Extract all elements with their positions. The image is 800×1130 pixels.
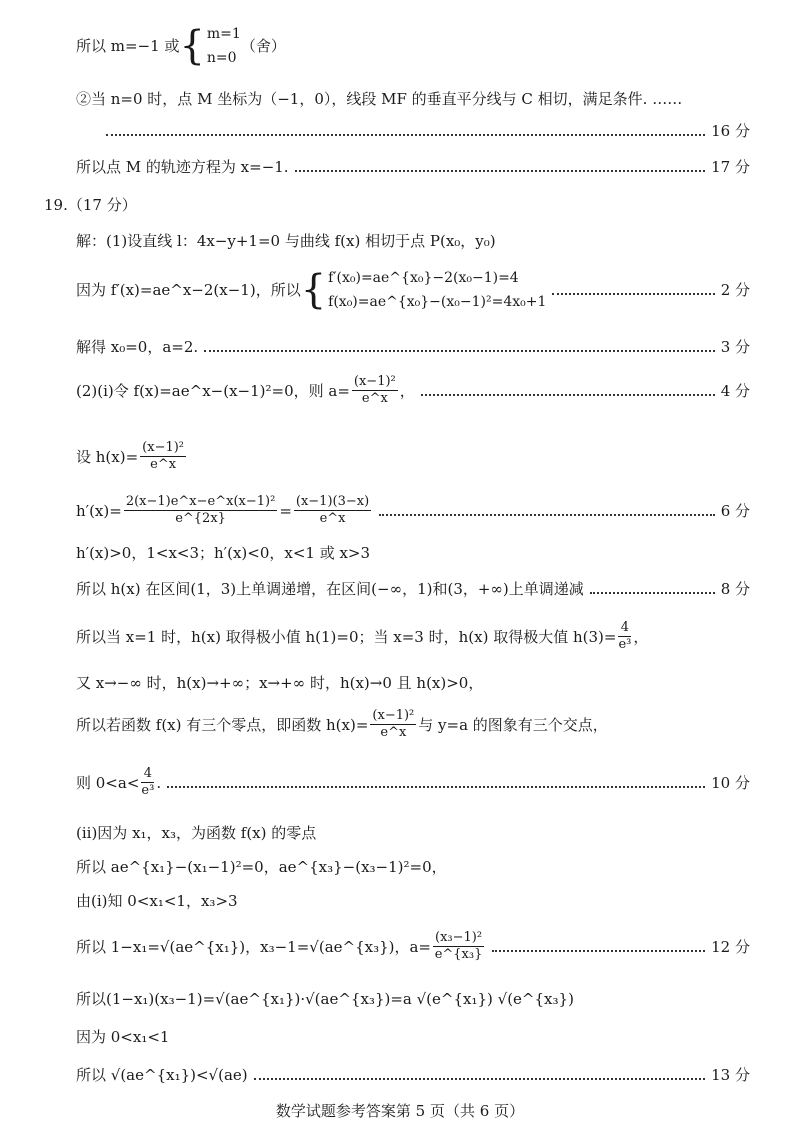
case-top: m=1 (206, 26, 241, 42)
fraction (140, 440, 186, 473)
text: 解得 x₀=0，a=2. (76, 338, 199, 356)
fraction-1 (124, 494, 278, 527)
text: 所以点 M 的轨迹方程为 x=−1. (76, 158, 289, 176)
line-24 (76, 1064, 750, 1086)
fraction-2 (294, 494, 371, 527)
suffix: ， (399, 381, 415, 400)
line-12: h′(x)>0，1<x<3；h′(x)<0，x<1 或 x>3 (76, 544, 371, 562)
line-20: 由(i)知 0<x₁<1，x₃>3 (76, 892, 238, 910)
numerator: 4 (618, 620, 631, 637)
numerator: (x−1)² (142, 440, 185, 455)
leader-dots (421, 394, 715, 396)
numerator: 4 (141, 766, 154, 783)
denominator: e^x (361, 391, 388, 406)
line-17 (76, 766, 750, 799)
line-9 (76, 374, 750, 407)
case-brace (179, 22, 240, 70)
numerator: (x₃−1)² (435, 930, 483, 945)
text: 所以 1−x₁=√(ae^{x₁})，x₃−1=√(ae^{x₃})，a= (76, 937, 432, 956)
page-footer: 数学试题参考答案第 5 页（共 6 页） (275, 1102, 525, 1120)
suffix: （舍） (240, 37, 286, 55)
line-4 (76, 156, 750, 178)
score: 17 分 (711, 158, 750, 176)
score: 10 分 (711, 773, 750, 792)
line-13 (76, 578, 750, 600)
fraction (352, 374, 398, 407)
denominator: e^x (150, 457, 177, 472)
line-2: ②当 n=0 时，点 M 坐标为（−1，0），线段 MF 的垂直平分线与 C 相切，满足条件. …… (76, 90, 683, 108)
fraction (433, 930, 484, 963)
text: 所以若函数 f(x) 有三个零点，即函数 h(x)= (76, 715, 369, 734)
score: 3 分 (720, 338, 750, 356)
score: 8 分 (720, 580, 750, 598)
text: 所以当 x=1 时，h(x) 取得极小值 h(1)=0；当 x=3 时，h(x) 取得极大值 h(3)= (76, 627, 617, 646)
text: (2)(i)令 f(x)=ae^x−(x−1)²=0，则 a= (76, 381, 350, 400)
line-22: 所以(1−x₁)(x₃−1)=√(ae^{x₁})·√(ae^{x₃})=a √(e^{x₁}) √(e^{x₃}) (76, 990, 574, 1008)
line-10 (76, 440, 750, 473)
leader-dots (295, 170, 706, 172)
text: 所以 h(x) 在区间(1，3)上单调递增，在区间(−∞，1)和(3，+∞)上单调递减 (76, 580, 584, 598)
numerator: (x−1)² (353, 374, 396, 389)
numerator: (x−1)(3−x) (295, 494, 370, 509)
line-23: 因为 0<x₁<1 (76, 1028, 170, 1046)
leader-dots (590, 592, 715, 594)
score: 4 分 (720, 381, 750, 400)
line-6: 解：(1)设直线 l：4x−y+1=0 与曲线 f(x) 相切于点 P(x₀，y₀) (76, 232, 496, 250)
denominator: e^{x₃} (434, 947, 483, 962)
line-18: (ii)因为 x₁，x₃，为函数 f(x) 的零点 (76, 824, 317, 842)
question-heading: 19.（17 分） (44, 196, 137, 214)
denominator: e^{2x} (175, 511, 226, 526)
line-7 (76, 266, 750, 314)
eq-bottom: f(x₀)=ae^{x₀}−(x₀−1)²=4x₀+1 (328, 294, 547, 310)
suffix: ， (633, 627, 649, 646)
line-14 (76, 620, 750, 653)
line-19: 所以 ae^{x₁}−(x₁−1)²=0，ae^{x₃}−(x₃−1)²=0， (76, 858, 447, 876)
line-11 (76, 494, 750, 527)
suffix: 与 y=a 的图象有三个交点， (418, 715, 608, 734)
leader-dots (167, 786, 705, 788)
brace-icon: { (300, 267, 327, 313)
fraction (370, 708, 416, 741)
fraction (618, 620, 631, 653)
text: h′(x)= (76, 501, 122, 520)
text: 则 0<a< (76, 773, 140, 792)
score: 12 分 (711, 937, 750, 956)
leader-dots (106, 134, 705, 136)
line-8 (76, 336, 750, 358)
score: 6 分 (720, 501, 750, 520)
line-1 (76, 22, 750, 70)
score: 16 分 (711, 122, 750, 140)
case-bottom: n=0 (206, 50, 237, 66)
denominator: e^x (319, 511, 346, 526)
leader-dots (552, 293, 714, 295)
numerator: (x−1)² (372, 708, 415, 723)
suffix: . (156, 773, 162, 792)
line-3 (76, 120, 750, 142)
score: 13 分 (711, 1066, 750, 1084)
fraction (141, 766, 154, 799)
equals: = (279, 501, 292, 520)
score: 2 分 (720, 281, 750, 299)
text: 所以 √(ae^{x₁})<√(ae) (76, 1066, 248, 1084)
eq-top: f′(x₀)=ae^{x₀}−2(x₀−1)=4 (328, 270, 519, 286)
numerator: 2(x−1)e^x−e^x(x−1)² (125, 494, 276, 509)
leader-dots (379, 514, 715, 516)
text: 设 h(x)= (76, 447, 139, 466)
leader-dots (492, 950, 705, 952)
leader-dots (204, 350, 715, 352)
line-15: 又 x→−∞ 时，h(x)→+∞；x→+∞ 时，h(x)→0 且 h(x)>0， (76, 674, 484, 692)
denominator: e^x (380, 725, 407, 740)
line-21 (76, 930, 750, 963)
line-16 (76, 708, 750, 741)
brace-icon: { (179, 23, 205, 69)
system-brace (301, 266, 547, 314)
text: 因为 f′(x)=ae^x−2(x−1)，所以 (76, 281, 301, 299)
denominator: e³ (141, 783, 155, 798)
text: 所以 m=−1 或 (76, 37, 180, 55)
denominator: e³ (618, 637, 632, 652)
leader-dots (254, 1078, 706, 1080)
